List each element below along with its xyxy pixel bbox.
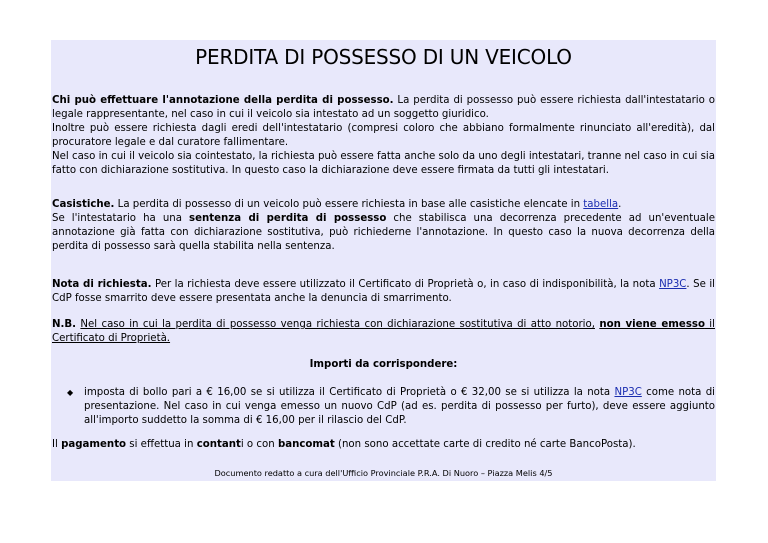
importi-bullet-item [84,386,715,428]
chi-text-1: La perdita di possesso può essere richiesta dall'intestatario o legale rappresentante, nel caso in cui il veicolo sia intestato ad un soggetto giuridico. [52,95,715,120]
nota-text-a: Per la richiesta deve essere utilizzato il Certificato di Proprietà o, in caso di indisponibilità, la nota [151,279,660,290]
importi-bullet-b: come nota di presentazione. Nel caso in cui venga emesso un nuovo CdP (ad es. perdita di possesso per furto), deve essere aggiunto all'importo suddetto la somma di € 16,00 per il rilascio del CdP. [84,387,716,426]
sentenza-bold: sentenza di perdita di possesso [189,213,387,224]
pag-c: si effettua in [126,439,197,450]
nb-bold-underlined: non viene emesso [599,319,705,330]
section-pagamento [52,438,715,452]
casistiche-text-2b: che stabilisca una decorrenza precedente ad un'eventuale annotazione già fatta con dichiarazione sostitutiva, può richiederne l'annotazione. In questo caso la nuova decorrenza della perdita di possesso sarà quella stabilita nella sentenza. [52,213,716,252]
nb-underlined-end: il Certificato di Proprietà. [52,319,715,344]
nota-text-b: . Se il CdP fosse smarrito deve essere presentata anche la denuncia di smarrimento. [52,279,715,304]
nb-underlined-text: Nel caso in cui la perdita di possesso venga richiesta con dichiarazione sostitutiva di atto notorio, [80,319,595,330]
section-importi-heading [52,358,715,372]
section-chi-puo [52,94,715,178]
casistiche-text-2a: Se l'intestatario ha una [52,213,190,224]
chi-text-3: Nel caso in cui il veicolo sia cointestato, la richiesta può essere fatta anche solo da uno degli intestatari, tranne nel caso in cui sia fatto con dichiarazione sostitutiva. In questo caso la dichiarazione deve essere firmata da tutti gli intestatari. [52,151,715,176]
pag-b3: bancomat [277,439,335,450]
chi-heading: Chi può effettuare l'annotazione della perdita di possesso. [52,95,394,106]
pag-b2: contant [196,439,241,450]
importi-bullet-a: imposta di bollo pari a € 16,00 se si utilizza il Certificato di Proprietà o € 32,00 se si utilizza la nota [84,387,615,398]
pag-d: i o con [240,439,278,450]
tabella-link[interactable]: tabella [583,199,619,210]
nb-heading: N.B. [52,319,77,330]
pag-a: Il [52,439,62,450]
document-panel [51,40,716,481]
casistiche-heading: Casistiche. [52,199,115,210]
nota-heading: Nota di richiesta. [52,279,152,290]
pag-e: (non sono accettate carte di credito né carte BancoPosta). [334,439,636,450]
np3c-link-2[interactable]: NP3C [614,387,642,398]
casistiche-text-1-end: . [618,199,622,210]
section-nb [52,318,715,346]
footer-note: Documento redatto a cura dell'Ufficio Provinciale P.R.A. Di Nuoro – Piazza Melis 4/5 [214,468,553,478]
section-nota [52,278,715,306]
importi-heading: Importi da corrispondere: [309,359,458,370]
casistiche-text-1: La perdita di possesso di un veicolo può essere richiesta in base alle casistiche elencate in [114,199,584,210]
page-title: PERDITA DI POSSESSO DI UN VEICOLO [195,45,572,69]
diamond-bullet-icon: ◆ [67,388,74,397]
pag-b1: pagamento [61,439,127,450]
chi-text-2: Inoltre può essere richiesta dagli eredi dell'intestatario (compresi coloro che abbiano formalmente rinunciato all'eredità), dal procuratore legale e dal curatore fallimentare. [52,123,715,148]
section-casistiche [52,198,715,254]
np3c-link[interactable]: NP3C [659,279,687,290]
